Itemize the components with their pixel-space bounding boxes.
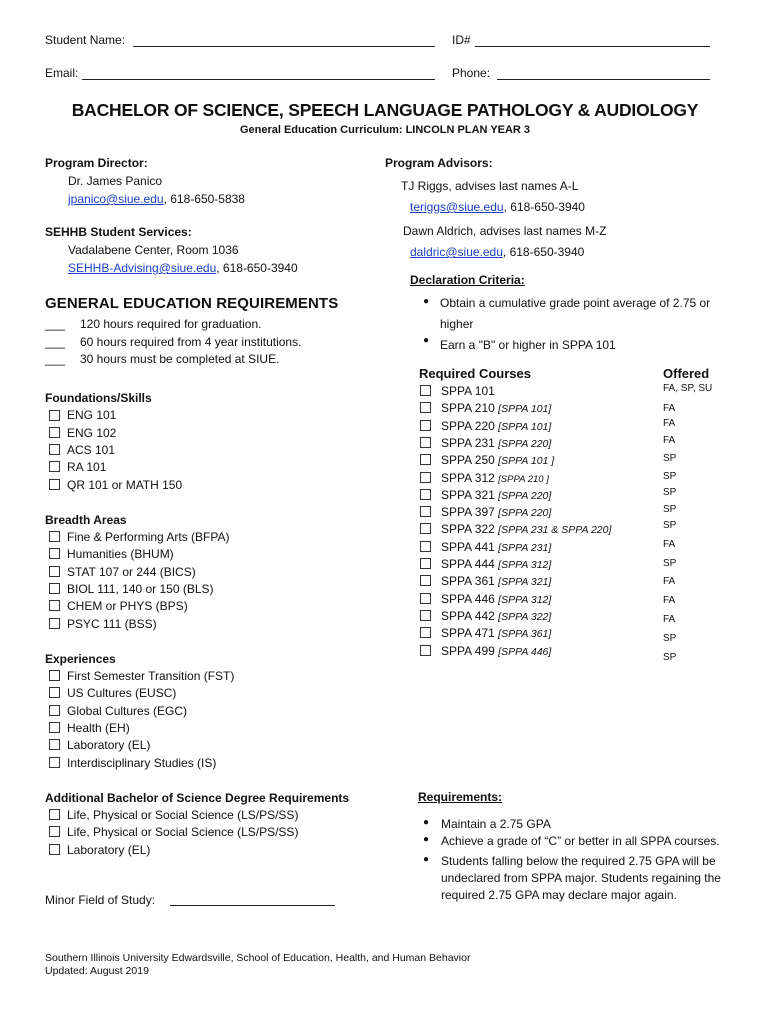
course-code: SPPA 471	[441, 626, 495, 640]
student-name-label: Student Name:	[45, 33, 126, 47]
course-code: SPPA 321	[441, 488, 495, 502]
foundations-item: ENG 101	[67, 408, 117, 422]
experiences-item: Interdisciplinary Studies (IS)	[67, 756, 217, 770]
breadth-checkbox[interactable]	[49, 618, 60, 629]
course-offered: FA	[663, 614, 676, 625]
course-offered: SP	[663, 453, 677, 464]
course-code: SPPA 441	[441, 540, 495, 554]
advisors-heading: Program Advisors:	[385, 156, 493, 170]
gen-ed-heading: GENERAL EDUCATION REQUIREMENTS	[45, 295, 339, 312]
declaration-heading: Declaration Criteria:	[410, 273, 525, 287]
course-checkbox[interactable]	[420, 454, 431, 465]
course-prerequisite: [SPPA 231 & SPPA 220]	[498, 524, 612, 536]
email-field[interactable]	[82, 79, 435, 80]
requirement-gpa: Maintain a 2.75 GPA	[441, 817, 551, 831]
course-code: SPPA 220	[441, 419, 495, 433]
course-code: SPPA 444	[441, 557, 495, 571]
course-row	[441, 488, 551, 502]
course-offered: SP	[663, 520, 677, 531]
email-label: Email:	[45, 66, 79, 80]
course-offered: FA, SP, SU	[663, 383, 713, 394]
experiences-item: Global Cultures (EGC)	[67, 704, 188, 718]
director-contact	[68, 192, 245, 206]
experiences-checkbox[interactable]	[49, 687, 60, 698]
breadth-heading: Breadth Areas	[45, 513, 127, 527]
footer-institution: Southern Illinois University Edwardsville, School of Education, Health, and Human Behavior	[45, 952, 471, 964]
bullet-icon: ●	[423, 335, 430, 346]
course-offered: SP	[663, 487, 677, 498]
services-location: Vadalabene Center, Room 1036	[68, 243, 239, 257]
course-offered: FA	[663, 576, 676, 587]
breadth-item: Humanities (BHUM)	[67, 547, 174, 561]
course-checkbox[interactable]	[420, 575, 431, 586]
course-row	[441, 644, 551, 658]
additional-heading: Additional Bachelor of Science Degree Requirements	[45, 791, 350, 805]
course-checkbox[interactable]	[420, 627, 431, 638]
bullet-icon: ●	[423, 296, 430, 307]
course-checkbox[interactable]	[420, 593, 431, 604]
advisor-riggs-contact	[410, 200, 585, 214]
additional-checkbox[interactable]	[49, 809, 60, 820]
course-offered: SP	[663, 504, 677, 515]
experiences-checkbox[interactable]	[49, 739, 60, 750]
foundations-heading: Foundations/Skills	[45, 391, 152, 405]
course-row	[441, 592, 551, 606]
course-row	[441, 453, 554, 467]
course-code: SPPA 499	[441, 644, 495, 658]
student-name-field[interactable]	[133, 46, 435, 47]
course-checkbox[interactable]	[420, 437, 431, 448]
foundations-checkbox[interactable]	[49, 444, 60, 455]
services-heading: SEHHB Student Services:	[45, 225, 192, 239]
breadth-checkbox[interactable]	[49, 600, 60, 611]
course-checkbox[interactable]	[420, 558, 431, 569]
gen-ed-blank-2[interactable]: ___	[45, 335, 66, 349]
experiences-checkbox[interactable]	[49, 722, 60, 733]
offered-heading: Offered	[663, 366, 710, 381]
additional-item: Laboratory (EL)	[67, 843, 151, 857]
breadth-checkbox[interactable]	[49, 531, 60, 542]
page-title: BACHELOR OF SCIENCE, SPEECH LANGUAGE PATHOLOGY & AUDIOLOGY	[71, 100, 699, 120]
declaration-bullet-gpa-line2: higher	[440, 317, 474, 331]
experiences-item: US Cultures (EUSC)	[67, 686, 177, 700]
experiences-checkbox[interactable]	[49, 705, 60, 716]
advisor-aldrich-phone: , 618-650-3940	[502, 245, 585, 259]
breadth-item: BIOL 111, 140 or 150 (BLS)	[67, 582, 214, 596]
gen-ed-req-120-hours: 120 hours required for graduation.	[80, 317, 262, 331]
foundations-item: ENG 102	[67, 426, 117, 440]
course-code: SPPA 312	[441, 471, 495, 485]
breadth-item: CHEM or PHYS (BPS)	[67, 599, 188, 613]
course-prerequisite: [SPPA 312]	[498, 594, 552, 606]
breadth-item: Fine & Performing Arts (BFPA)	[67, 530, 230, 544]
advisor-aldrich: Dawn Aldrich, advises last names M-Z	[403, 224, 607, 238]
foundations-item: ACS 101	[67, 443, 116, 457]
foundations-item: QR 101 or MATH 150	[67, 478, 183, 492]
course-prerequisite: [SPPA 101 ]	[498, 455, 555, 467]
additional-checkbox[interactable]	[49, 844, 60, 855]
course-code: SPPA 101	[441, 384, 495, 398]
course-checkbox[interactable]	[420, 541, 431, 552]
course-prerequisite: [SPPA 220]	[498, 507, 552, 519]
requirement-grade-c: Achieve a grade of “C” or better in all SPPA courses.	[441, 834, 720, 848]
course-prerequisite: [SPPA 220]	[498, 490, 552, 502]
breadth-checkbox[interactable]	[49, 548, 60, 559]
experiences-heading: Experiences	[45, 652, 116, 666]
course-checkbox[interactable]	[420, 645, 431, 656]
bullet-icon: ●	[423, 817, 430, 828]
requirements-heading: Requirements:	[418, 790, 503, 804]
course-code: SPPA 397	[441, 505, 495, 519]
director-email-link[interactable]: jpanico@siue.edu	[68, 192, 164, 206]
course-row	[441, 505, 551, 519]
experiences-checkbox[interactable]	[49, 670, 60, 681]
course-prerequisite: [SPPA 231]	[498, 542, 552, 554]
course-row	[441, 574, 551, 588]
foundations-checkbox[interactable]	[49, 410, 60, 421]
course-offered: SP	[663, 558, 677, 569]
director-name: Dr. James Panico	[68, 174, 163, 188]
additional-item: Life, Physical or Social Science (LS/PS/SS)	[67, 825, 299, 839]
course-offered: FA	[663, 595, 676, 606]
gen-ed-blank-1[interactable]: ___	[45, 317, 66, 331]
breadth-item: PSYC 111 (BSS)	[67, 617, 157, 631]
course-code: SPPA 231	[441, 436, 495, 450]
additional-checkbox[interactable]	[49, 826, 60, 837]
course-checkbox[interactable]	[420, 402, 431, 413]
course-prerequisite: [SPPA 101]	[498, 421, 552, 433]
experiences-item: First Semester Transition (FST)	[67, 669, 235, 683]
id-field[interactable]	[475, 46, 710, 47]
gen-ed-blank-3[interactable]: ___	[45, 352, 66, 366]
experiences-item: Laboratory (EL)	[67, 738, 151, 752]
course-code: SPPA 446	[441, 592, 495, 606]
course-row	[441, 522, 611, 536]
course-checkbox[interactable]	[420, 523, 431, 534]
minor-field[interactable]	[170, 905, 335, 906]
course-checkbox[interactable]	[420, 472, 431, 483]
course-row	[441, 626, 551, 640]
bullet-icon: ●	[423, 834, 430, 845]
declaration-bullet-sppa101: Earn a "B" or higher in SPPA 101	[440, 338, 616, 352]
course-prerequisite: [SPPA 210 ]	[498, 474, 549, 485]
course-offered: FA	[663, 418, 676, 429]
gen-ed-req-30-hours: 30 hours must be completed at SIUE.	[80, 352, 280, 366]
course-checkbox[interactable]	[420, 610, 431, 621]
course-prerequisite: [SPPA 361]	[498, 628, 552, 640]
course-offered: FA	[663, 435, 676, 446]
foundations-checkbox[interactable]	[49, 479, 60, 490]
phone-label: Phone:	[452, 66, 491, 80]
course-row	[441, 401, 551, 415]
bullet-icon: ●	[423, 854, 430, 865]
course-prerequisite: [SPPA 446]	[498, 646, 552, 658]
requirement-undeclared-line2: undeclared from SPPA major. Students regaining the	[441, 871, 721, 885]
phone-field[interactable]	[497, 79, 710, 80]
course-code: SPPA 210	[441, 401, 495, 415]
id-label: ID#	[452, 33, 471, 47]
foundations-checkbox[interactable]	[49, 461, 60, 472]
course-offered: SP	[663, 652, 677, 663]
advisor-riggs-phone: , 618-650-3940	[503, 200, 585, 214]
breadth-checkbox[interactable]	[49, 583, 60, 594]
course-code: SPPA 442	[441, 609, 495, 623]
requirement-undeclared-line3: required 2.75 GPA may declare major again.	[441, 888, 677, 902]
breadth-checkbox[interactable]	[49, 566, 60, 577]
course-row	[441, 609, 551, 623]
course-checkbox[interactable]	[420, 506, 431, 517]
course-prerequisite: [SPPA 322]	[498, 611, 552, 623]
requirement-undeclared-line1: Students falling below the required 2.75 GPA will be	[441, 854, 716, 868]
course-offered: SP	[663, 471, 677, 482]
advisor-aldrich-contact	[410, 245, 584, 259]
breadth-item: STAT 107 or 244 (BICS)	[67, 565, 196, 579]
course-code: SPPA 250	[441, 453, 495, 467]
required-courses-heading: Required Courses	[419, 366, 531, 381]
course-code: SPPA 322	[441, 522, 495, 536]
experiences-checkbox[interactable]	[49, 757, 60, 768]
course-checkbox[interactable]	[420, 489, 431, 500]
experiences-item: Health (EH)	[67, 721, 130, 735]
course-row	[441, 436, 551, 450]
course-prerequisite: [SPPA 220]	[498, 438, 552, 450]
foundations-item: RA 101	[67, 460, 107, 474]
foundations-checkbox[interactable]	[49, 427, 60, 438]
course-row	[441, 557, 551, 571]
minor-label: Minor Field of Study:	[45, 893, 156, 907]
course-offered: FA	[663, 539, 676, 550]
advisor-aldrich-email-link[interactable]: daldric@siue.edu	[410, 245, 503, 259]
course-row	[441, 540, 551, 554]
gen-ed-req-60-hours: 60 hours required from 4 year institutions.	[80, 335, 302, 349]
course-row	[441, 384, 495, 398]
course-code: SPPA 361	[441, 574, 495, 588]
course-offered: SP	[663, 633, 677, 644]
advisor-riggs-email-link[interactable]: teriggs@siue.edu	[410, 200, 504, 214]
director-phone: , 618-650-5838	[163, 192, 245, 206]
services-email-link[interactable]: SEHHB-Advising@siue.edu	[68, 261, 217, 275]
footer-updated: Updated: August 2019	[45, 965, 149, 977]
declaration-bullet-gpa-line1: Obtain a cumulative grade point average of 2.75 or	[440, 296, 711, 310]
director-heading: Program Director:	[45, 156, 148, 170]
course-checkbox[interactable]	[420, 385, 431, 396]
course-checkbox[interactable]	[420, 420, 431, 431]
services-contact	[68, 261, 298, 275]
course-prerequisite: [SPPA 312]	[498, 559, 552, 571]
course-offered: FA	[663, 403, 676, 414]
services-phone: , 618-650-3940	[216, 261, 298, 275]
course-row	[441, 419, 551, 433]
advisor-riggs: TJ Riggs, advises last names A-L	[401, 179, 579, 193]
page-subtitle: General Education Curriculum: LINCOLN PLAN YEAR 3	[239, 124, 531, 136]
course-prerequisite: [SPPA 321]	[498, 576, 552, 588]
additional-item: Life, Physical or Social Science (LS/PS/SS)	[67, 808, 299, 822]
course-prerequisite: [SPPA 101]	[498, 403, 552, 415]
course-row	[441, 471, 549, 485]
